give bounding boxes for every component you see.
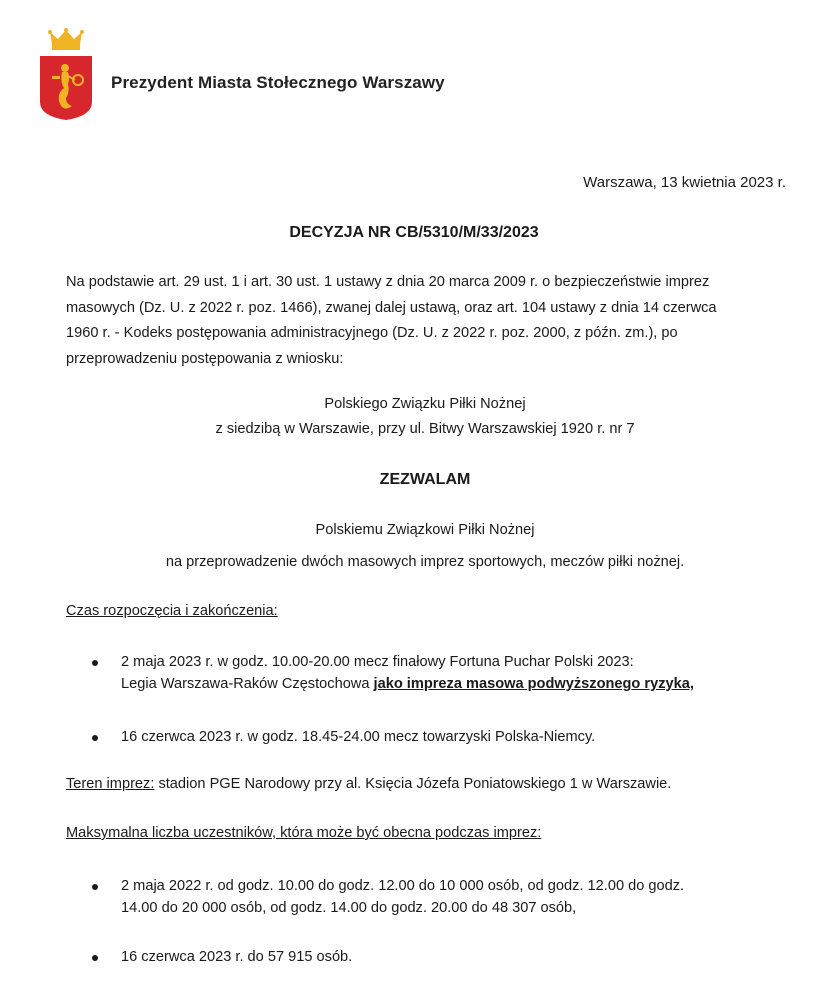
event1-line1: 2 maja 2023 r. w godz. 10.00-20.00 mecz finałowy Fortuna Puchar Polski 2023: bbox=[121, 654, 634, 670]
event2-line: 16 czerwca 2023 r. w godz. 18.45-24.00 mecz towarzyski Polska-Niemcy. bbox=[121, 729, 596, 745]
intro-line: przeprowadzeniu postępowania z wniosku: bbox=[66, 350, 344, 367]
bullet-icon bbox=[92, 884, 98, 890]
bullet-icon bbox=[92, 660, 98, 666]
venue-text: stadion PGE Narodowy przy al. Księcia Józefa Poniatowskiego 1 w Warszawie. bbox=[154, 776, 672, 792]
intro-line: 1960 r. - Kodeks postępowania administracyjnego (Dz. U. z 2022 r. poz. 2000, z późn. zm.), po bbox=[66, 325, 678, 341]
intro-line: Na podstawie art. 29 ust. 1 i art. 30 ust. 1 ustawy z dnia 20 marca 2009 r. o bezpieczeństwie imprez bbox=[66, 274, 710, 290]
high-risk-note: jako impreza masowa podwyższonego ryzyka, bbox=[373, 676, 694, 692]
capacity-section-heading: Maksymalna liczba uczestników, która może być obecna podczas imprez: bbox=[66, 825, 542, 841]
capacity-item1-line2: 14.00 do 20 000 osób, od godz. 14.00 do godz. 20.00 do 48 307 osób, bbox=[121, 900, 577, 916]
capacity-item1-line1: 2 maja 2022 r. od godz. 10.00 do godz. 12.00 do 10 000 osób, od godz. 12.00 do godz. bbox=[121, 878, 685, 894]
applicant-name: Polskiego Związku Piłki Nożnej bbox=[324, 396, 526, 412]
intro-line: masowych (Dz. U. z 2022 r. poz. 1466), zwanej dalej ustawą, oraz art. 104 ustawy z dnia 14 czerwca bbox=[66, 299, 717, 316]
venue-line bbox=[66, 776, 671, 792]
permit-purpose: na przeprowadzenie dwóch masowych imprez sportowych, meczów piłki nożnej. bbox=[165, 554, 685, 570]
legal-basis-paragraph bbox=[66, 270, 786, 372]
applicant-address: z siedzibą w Warszawie, przy ul. Bitwy Warszawskiej 1920 r. nr 7 bbox=[215, 421, 635, 437]
time-section-heading: Czas rozpoczęcia i zakończenia: bbox=[66, 603, 278, 619]
bullet-icon bbox=[92, 955, 98, 961]
decision-verdict: ZEZWALAM bbox=[379, 471, 471, 488]
event1-teams: Legia Warszawa-Raków Częstochowa bbox=[121, 676, 374, 692]
warsaw-coat-of-arms-icon bbox=[38, 28, 94, 122]
event1-line2 bbox=[121, 673, 694, 695]
capacity-item2: 16 czerwca 2023 r. do 57 915 osób. bbox=[121, 949, 353, 965]
crown-icon bbox=[48, 28, 84, 50]
document-date: Warszawa, 13 kwietnia 2023 r. bbox=[583, 174, 786, 191]
bullet-icon bbox=[92, 735, 98, 741]
venue-label: Teren imprez: bbox=[66, 776, 155, 792]
grantee-name: Polskiemu Związkowi Piłki Nożnej bbox=[315, 522, 535, 538]
issuer-title: Prezydent Miasta Stołecznego Warszawy bbox=[111, 73, 445, 92]
decision-number-title: DECYZJA NR CB/5310/M/33/2023 bbox=[289, 224, 539, 241]
